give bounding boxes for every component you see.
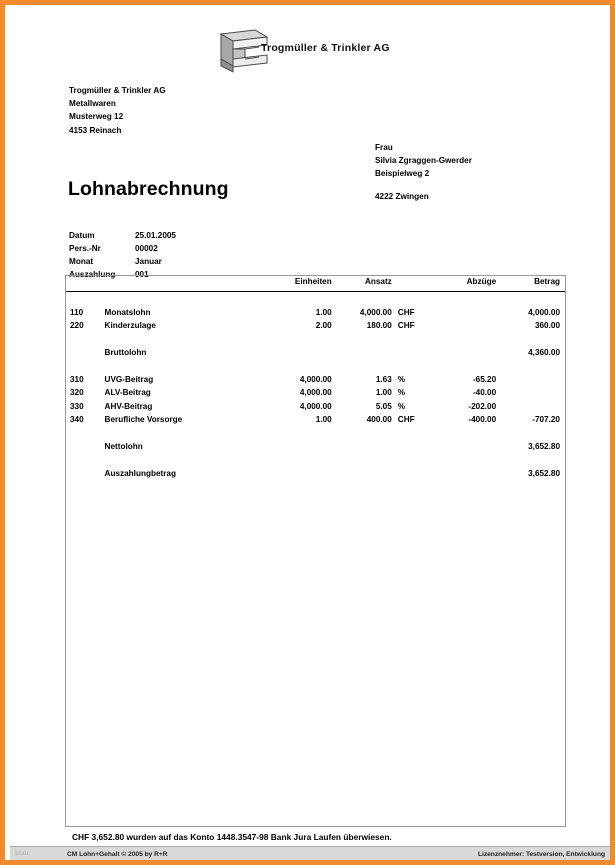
cell-amount: 3,652.80	[528, 468, 560, 478]
cell-units: 4,000.00	[299, 374, 332, 384]
company-logo-text: Trogmüller & Trinkler AG	[261, 42, 390, 54]
table-row	[65, 400, 566, 413]
cell-code: 340	[70, 415, 84, 425]
cell-label: Kinderzulage	[104, 321, 156, 331]
table-row-total	[65, 346, 566, 359]
cell-code	[65, 440, 105, 453]
cell-deduction: -202.00	[468, 401, 497, 411]
col-code	[65, 275, 105, 292]
cell-rate	[332, 346, 392, 359]
meta-value: 25.01.2005	[135, 231, 176, 240]
table-gap	[65, 426, 566, 439]
sender-line: Musterweg 12	[69, 112, 124, 122]
cell-deduction	[431, 306, 497, 319]
cell-deduction	[431, 440, 497, 453]
cell-units: 1.00	[315, 307, 332, 317]
payroll-header-row	[65, 275, 566, 292]
cell-code	[65, 346, 105, 359]
col-units: Einheiten	[250, 275, 332, 292]
table-gap	[65, 359, 566, 372]
payroll-table	[65, 275, 566, 480]
cell-currency	[392, 346, 431, 359]
cell-amount: -707.20	[532, 415, 560, 425]
cell-label: AHV-Beitrag	[104, 401, 153, 411]
cell-code: 320	[70, 388, 84, 398]
sender-address	[69, 84, 166, 137]
cell-rate: 180.00	[366, 321, 392, 331]
cell-amount: 360.00	[534, 321, 560, 331]
page-title: Lohnabrechnung	[68, 178, 229, 200]
cell-deduction: -40.00	[472, 388, 497, 398]
col-deduction: Abzüge	[431, 275, 497, 292]
cell-units: 4,000.00	[299, 388, 332, 398]
meta-value: 001	[135, 270, 149, 280]
cell-currency	[392, 467, 431, 480]
document-meta	[69, 229, 215, 281]
cell-rate: 5.05	[375, 401, 392, 411]
cell-amount: 4,000.00	[528, 307, 560, 317]
cell-rate: 1.63	[375, 374, 392, 384]
meta-row	[69, 242, 215, 255]
cell-rate	[332, 467, 392, 480]
cell-rate: 1.00	[375, 388, 392, 398]
col-amount: Betrag	[496, 275, 566, 292]
table-row	[65, 319, 566, 332]
table-row	[65, 413, 566, 426]
meta-key: Pers.-Nr	[69, 244, 101, 254]
table-row	[65, 306, 566, 319]
cell-label: Auszahlungbetrag	[104, 468, 176, 478]
meta-key: Datum	[69, 231, 95, 240]
sender-line: Metallwaren	[69, 99, 116, 109]
table-row-total	[65, 440, 566, 453]
cell-currency: CHF	[397, 415, 415, 425]
cell-amount: 4,360.00	[528, 348, 560, 358]
cell-rate: 4,000.00	[359, 307, 392, 317]
payroll-table-wrap	[65, 275, 566, 480]
cell-label: Monatslohn	[104, 307, 151, 317]
sender-line: Trogmüller & Trinkler AG	[69, 86, 166, 95]
col-currency	[392, 275, 431, 292]
cell-code	[65, 467, 105, 480]
meta-key: Auszahlung	[69, 270, 116, 280]
table-gap	[65, 453, 566, 466]
cell-currency: %	[397, 374, 406, 384]
cell-deduction: -400.00	[468, 415, 497, 425]
recipient-address	[375, 141, 472, 203]
recipient-street: Beispielweg 2	[375, 169, 430, 179]
license-text: Lizenznehmer: Testversion, Entwicklung	[477, 851, 605, 858]
cell-units	[250, 346, 332, 359]
cell-currency: %	[397, 401, 406, 411]
cell-units	[250, 467, 332, 480]
cell-units: 2.00	[315, 321, 332, 331]
cell-label: UVG-Beitrag	[104, 374, 154, 384]
cell-deduction	[431, 319, 497, 332]
cell-units: 4,000.00	[299, 401, 332, 411]
cell-amount	[496, 373, 566, 386]
cell-currency: CHF	[397, 307, 415, 317]
copyright-text: CM Lohn+Gehalt © 2005 by R+R	[67, 851, 168, 858]
table-row	[65, 373, 566, 386]
payment-note: CHF 3,652.80 wurden auf das Konto 1448.3547-98 Bank Jura Laufen überwiesen.	[72, 832, 392, 842]
cell-currency: CHF	[397, 321, 415, 331]
cell-code: 220	[70, 321, 84, 331]
table-gap	[65, 292, 566, 306]
meta-row	[69, 255, 215, 268]
meta-value: 00002	[135, 244, 158, 254]
recipient-city: 4222 Zwingen	[375, 191, 429, 201]
cell-rate	[332, 440, 392, 453]
cell-code: 110	[70, 307, 84, 317]
cell-code: 330	[70, 401, 84, 411]
cell-label: ALV-Beitrag	[104, 388, 151, 398]
meta-row	[69, 229, 215, 242]
meta-value: Januar	[135, 257, 162, 267]
cell-label: Bruttolohn	[104, 348, 147, 358]
cell-currency: %	[397, 388, 406, 398]
table-row-total	[65, 467, 566, 480]
status-bar	[10, 846, 615, 865]
sender-line: 4153 Reinach	[69, 125, 122, 135]
table-row	[65, 386, 566, 399]
cell-label: Berufliche Vorsorge	[104, 415, 183, 425]
cell-label: Nettolohn	[104, 441, 143, 451]
recipient-spacer	[375, 181, 472, 190]
corner-tag: blau	[15, 850, 29, 857]
document-sheet	[10, 10, 615, 865]
meta-key: Monat	[69, 257, 94, 267]
company-logo	[215, 28, 455, 76]
col-rate: Ansatz	[332, 275, 392, 292]
cell-deduction: -65.20	[472, 374, 497, 384]
table-gap	[65, 333, 566, 346]
cell-rate: 400.00	[366, 415, 392, 425]
cell-deduction	[431, 346, 497, 359]
cell-amount	[496, 400, 566, 413]
recipient-salutation: Frau	[375, 143, 393, 152]
cell-code: 310	[70, 374, 84, 384]
recipient-name: Silvia Zgraggen-Gwerder	[375, 156, 472, 166]
cell-amount	[496, 386, 566, 399]
col-label	[105, 275, 250, 292]
cell-currency	[392, 440, 431, 453]
cell-units	[250, 440, 332, 453]
cell-units: 1.00	[315, 415, 332, 425]
cell-deduction	[431, 467, 497, 480]
cell-amount: 3,652.80	[528, 441, 560, 451]
